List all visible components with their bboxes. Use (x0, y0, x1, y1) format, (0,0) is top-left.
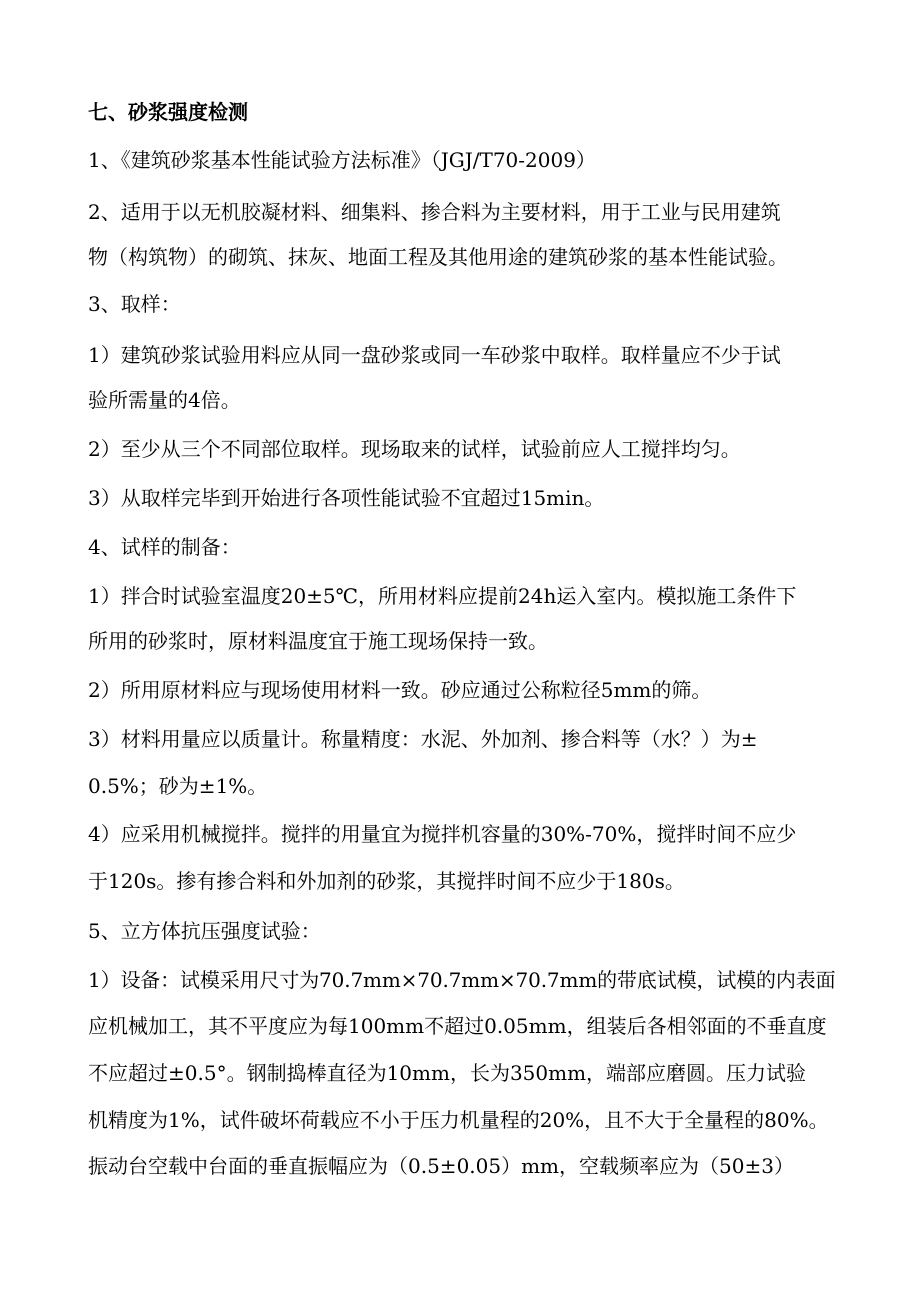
text-line: 4、试样的制备： (88, 535, 241, 559)
text-line: 5、立方体抗压强度试验： (88, 919, 321, 943)
text-line: 验所需量的4倍。 (88, 388, 241, 412)
text-line: 1）建筑砂浆试验用料应从同一盘砂浆或同一车砂浆中取样。取样量应不少于试 (88, 343, 781, 367)
text-line: 所用的砂浆时，原材料温度宜于施工现场保持一致。 (88, 629, 548, 653)
text-line: 2）所用原材料应与现场使用材料一致。砂应通过公称粒径5mm的筛。 (88, 678, 712, 702)
text-line: 机精度为1%，试件破坏荷载应不小于压力机量程的20%，且不大于全量程的80%。 (88, 1108, 829, 1132)
text-line: 1）拌合时试验室温度20±5℃，所用材料应提前24h运入室内。模拟施工条件下 (88, 584, 797, 608)
section-title: 七、砂浆强度检测 (88, 100, 248, 124)
text-line: 3、取样： (88, 292, 181, 316)
text-line: 1、《建筑砂浆基本性能试验方法标准》（JGJ/T70-2009） (88, 148, 596, 172)
text-line: 0.5%；砂为±1%。 (88, 774, 268, 798)
text-line: 2）至少从三个不同部位取样。现场取来的试样，试验前应人工搅拌均匀。 (88, 437, 741, 461)
text-line: 应机械加工，其不平度应为每100mm不超过0.05mm，组装后各相邻面的不垂直度 (88, 1014, 827, 1038)
text-line: 于120s。掺有掺合料和外加剂的砂浆，其搅拌时间不应少于180s。 (88, 869, 685, 893)
text-line: 3）从取样完毕到开始进行各项性能试验不宜超过15min。 (88, 486, 605, 510)
text-line: 不应超过±0.5°。钢制捣棒直径为10mm，长为350mm，端部应磨圆。压力试验 (88, 1061, 807, 1085)
text-line: 3）材料用量应以质量计。称量精度：水泥、外加剂、掺合料等（水？）为± (88, 727, 758, 751)
text-line: 振动台空载中台面的垂直振幅应为（0.5±0.05）mm，空载频率应为（50±3） (88, 1154, 794, 1178)
text-line: 4）应采用机械搅拌。搅拌的用量宜为搅拌机容量的30%-70%，搅拌时间不应少 (88, 822, 797, 846)
text-line: 2、适用于以无机胶凝材料、细集料、掺合料为主要材料，用于工业与民用建筑 (88, 200, 781, 224)
text-line: 1）设备：试模采用尺寸为70.7mm×70.7mm×70.7mm的带底试模，试模的内表面 (88, 968, 836, 992)
text-line: 物（构筑物）的砌筑、抹灰、地面工程及其他用途的建筑砂浆的基本性能试验。 (88, 245, 788, 269)
